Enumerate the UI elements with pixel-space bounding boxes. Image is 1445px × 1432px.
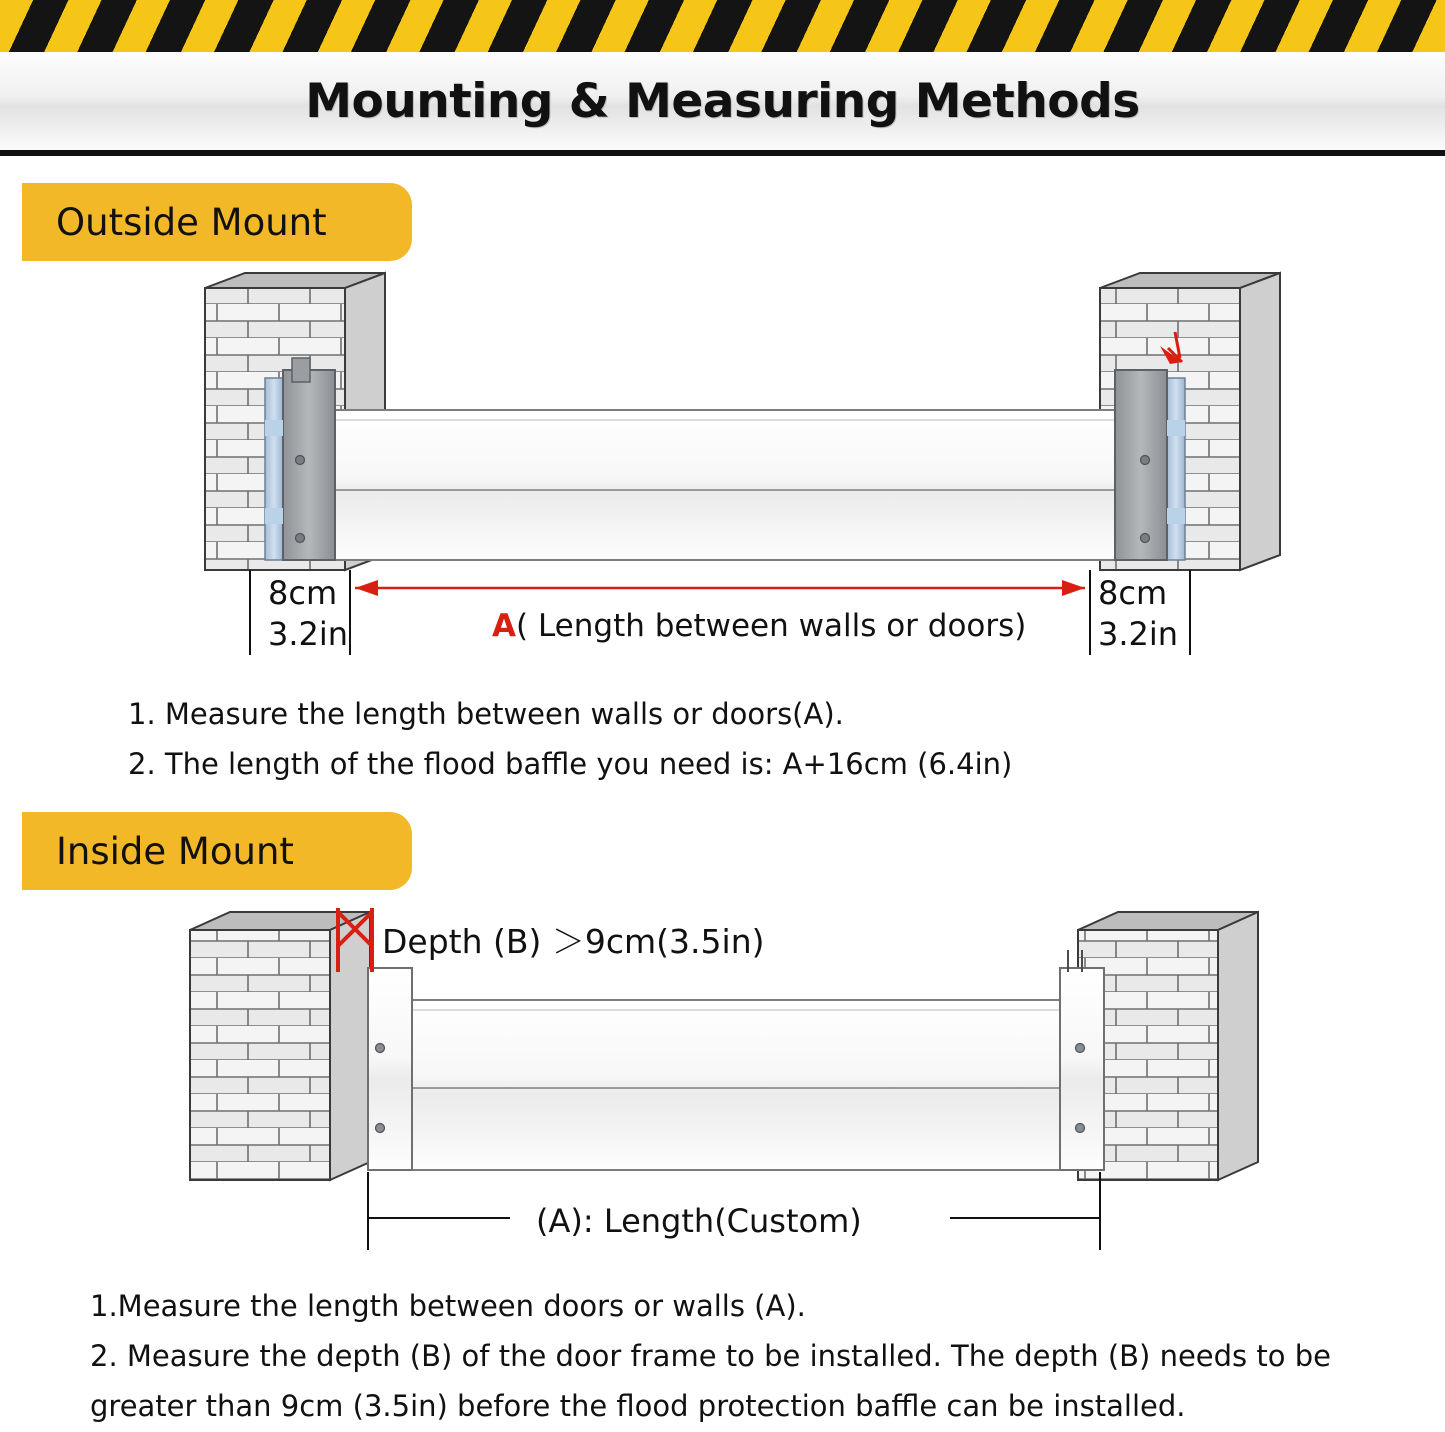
outside-right-gap-label <box>1098 573 1178 655</box>
outside-instructions <box>128 690 1328 790</box>
outside-left-gap-label <box>268 573 348 655</box>
outside-instruction-2: 2. The length of the flood baffle you need is: A+16cm (6.4in) <box>128 746 1013 781</box>
inside-instructions <box>90 1282 1390 1432</box>
inside-left-mounting-bracket <box>368 968 412 1170</box>
section-tag-inside-mount <box>22 812 412 890</box>
outside-right-gap-in: 3.2in <box>1098 614 1179 653</box>
inside-flood-baffle-panel <box>395 1000 1060 1170</box>
header-band <box>0 52 1445 156</box>
outside-instruction-1: 1. Measure the length between walls or doors(A). <box>128 697 844 731</box>
hazard-stripe-banner <box>0 0 1445 58</box>
page-title: Mounting & Measuring Methods <box>305 73 1140 129</box>
section-tag-inside-label: Inside Mount <box>56 829 294 873</box>
section-tag-outside-label: Outside Mount <box>56 200 327 244</box>
inside-depth-label: Depth (B) ＞9cm(3.5in) <box>382 922 765 961</box>
inside-instruction-2: 2. Measure the depth (B) of the door frame to be installed. The depth (B) needs to be greater than 9cm (3.5in) before the flood protection baffle can be installed. <box>90 1338 1341 1423</box>
outside-right-gap-cm: 8cm <box>1098 574 1168 612</box>
inside-span-label: (A): Length(Custom) <box>536 1202 862 1240</box>
inside-instruction-1: 1.Measure the length between doors or walls (A). <box>90 1289 806 1323</box>
section-tag-outside-mount <box>22 183 412 261</box>
inside-left-wall-brick <box>190 912 370 1180</box>
left-mounting-bracket <box>265 358 335 560</box>
outside-left-gap-cm: 8cm <box>268 574 338 612</box>
flood-baffle-panel <box>335 410 1115 560</box>
outside-left-gap-in: 3.2in <box>268 614 349 653</box>
outside-span-text: ( Length between walls or doors) <box>516 608 1027 644</box>
outside-span-label <box>492 608 1026 644</box>
outside-span-letter: A <box>492 608 516 644</box>
inside-right-mounting-bracket <box>1060 950 1104 1170</box>
